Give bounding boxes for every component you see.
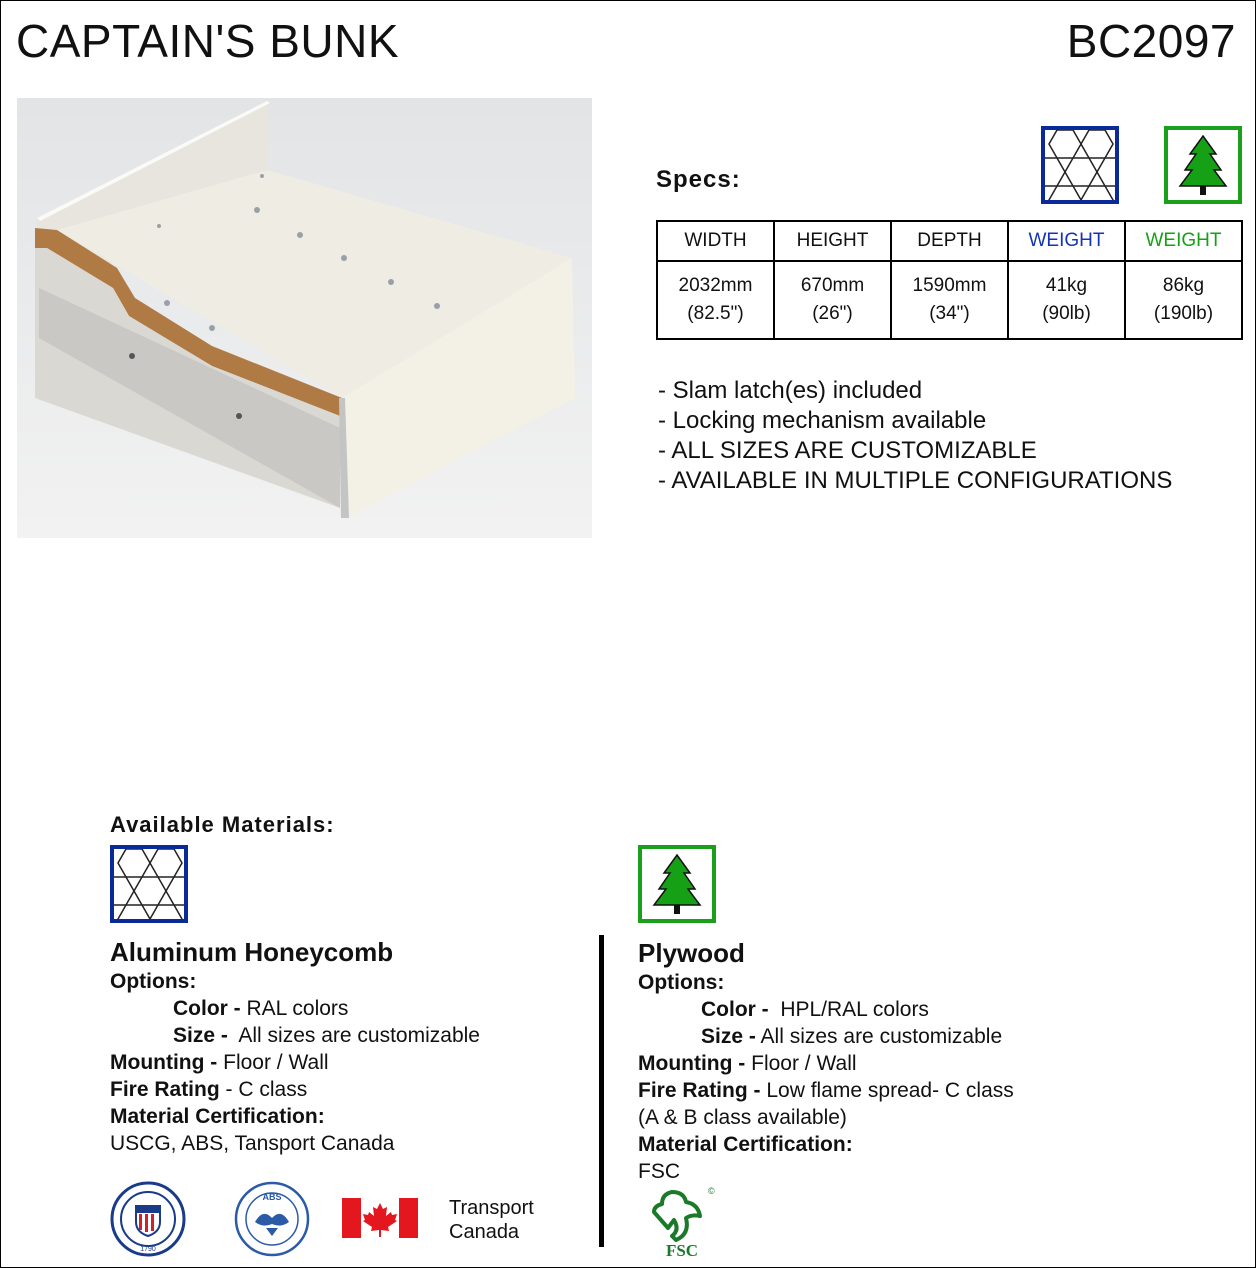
feature-item: - Locking mechanism available bbox=[658, 407, 987, 434]
abs-seal-icon bbox=[233, 1180, 311, 1258]
spec-height-mm: 670mm bbox=[800, 275, 865, 296]
certification-value: FSC bbox=[638, 1160, 680, 1183]
spec-weight-honeycomb-kg: 41kg bbox=[1045, 275, 1088, 296]
spec-depth-in: (34") bbox=[929, 303, 970, 324]
spec-width-in: (82.5") bbox=[687, 303, 744, 324]
fsc-label: FSC bbox=[665, 1241, 699, 1260]
spec-width-label: WIDTH bbox=[657, 221, 774, 261]
tree-icon bbox=[1164, 126, 1242, 204]
product-code: BC2097 bbox=[1066, 15, 1236, 67]
size-label: Size - bbox=[701, 1025, 756, 1048]
product-photo bbox=[17, 98, 592, 538]
fire-rating-value: - C class bbox=[219, 1078, 308, 1101]
feature-list bbox=[658, 376, 1172, 496]
honeycomb-icon bbox=[110, 845, 188, 923]
size-value: All sizes are customizable bbox=[755, 1025, 1003, 1048]
plywood-material bbox=[638, 937, 1014, 1185]
spec-depth-label: DEPTH bbox=[891, 221, 1008, 261]
size-value: All sizes are customizable bbox=[227, 1024, 480, 1047]
abs-label: ABS bbox=[262, 1192, 282, 1202]
spec-height-in: (26") bbox=[812, 303, 853, 324]
spec-width-value bbox=[657, 261, 774, 339]
spec-weight-honeycomb-value bbox=[1008, 261, 1125, 339]
spec-weight-plywood-value bbox=[1125, 261, 1242, 339]
fsc-logo-icon bbox=[646, 1182, 718, 1260]
color-value: HPL/RAL colors bbox=[768, 998, 929, 1021]
color-label: Color - bbox=[701, 998, 769, 1021]
spec-weight-plywood-lb: (190lb) bbox=[1153, 303, 1214, 324]
tree-icon bbox=[638, 845, 716, 923]
column-divider bbox=[599, 935, 604, 1247]
mounting-value: Floor / Wall bbox=[217, 1051, 329, 1074]
size-label: Size - bbox=[173, 1024, 228, 1047]
materials-heading: Available Materials: bbox=[110, 812, 335, 837]
spec-weight-honeycomb-lb: (90lb) bbox=[1042, 303, 1091, 324]
mounting-label: Mounting - bbox=[110, 1051, 218, 1074]
spec-depth-mm: 1590mm bbox=[912, 275, 987, 296]
color-label: Color - bbox=[173, 997, 241, 1020]
certification-label: Material Certification: bbox=[110, 1105, 325, 1128]
honeycomb-icon bbox=[1041, 126, 1119, 204]
material-name: Aluminum Honeycomb bbox=[110, 937, 394, 967]
spec-width-mm: 2032mm bbox=[678, 275, 753, 296]
certification-value: USCG, ABS, Tansport Canada bbox=[110, 1132, 395, 1155]
feature-item: - Slam latch(es) included bbox=[658, 377, 923, 404]
transport-canada-wordmark bbox=[449, 1196, 534, 1244]
page-title: CAPTAIN'S BUNK bbox=[16, 15, 399, 67]
material-name: Plywood bbox=[638, 938, 745, 968]
options-label: Options: bbox=[110, 970, 197, 993]
feature-item: - AVAILABLE IN MULTIPLE CONFIGURATIONS bbox=[658, 467, 1173, 494]
uscg-seal-icon bbox=[106, 1180, 190, 1258]
certification-label: Material Certification: bbox=[638, 1133, 853, 1156]
feature-item: - ALL SIZES ARE CUSTOMIZABLE bbox=[658, 437, 1037, 464]
aluminum-material bbox=[110, 936, 480, 1157]
spec-height-value bbox=[774, 261, 891, 339]
specs-heading: Specs: bbox=[656, 166, 741, 193]
transport-canada-line1: Transport bbox=[449, 1197, 534, 1219]
fire-rating-label: Fire Rating - bbox=[638, 1079, 761, 1102]
fire-rating-extra: (A & B class available) bbox=[638, 1106, 847, 1129]
fire-rating-label: Fire Rating bbox=[110, 1078, 220, 1101]
options-label: Options: bbox=[638, 971, 725, 994]
pine-tree bbox=[642, 849, 712, 919]
mounting-value: Floor / Wall bbox=[745, 1052, 857, 1075]
specs-table bbox=[656, 220, 1243, 340]
spec-weight-plywood-kg: 86kg bbox=[1162, 275, 1205, 296]
fire-rating-value: Low flame spread- C class bbox=[760, 1079, 1014, 1102]
specs-value-row bbox=[657, 261, 1242, 339]
transport-canada-line2: Canada bbox=[449, 1221, 520, 1243]
spec-weight-plywood-label: WEIGHT bbox=[1125, 221, 1242, 261]
bunk-illustration bbox=[17, 98, 592, 538]
spec-height-label: HEIGHT bbox=[774, 221, 891, 261]
mounting-label: Mounting - bbox=[638, 1052, 746, 1075]
canada-flag-icon bbox=[342, 1198, 418, 1238]
color-value: RAL colors bbox=[240, 997, 349, 1020]
fsc-trademark: © bbox=[708, 1186, 715, 1196]
spec-depth-value bbox=[891, 261, 1008, 339]
honeycomb-pattern bbox=[1045, 130, 1115, 200]
spec-weight-honeycomb-label: WEIGHT bbox=[1008, 221, 1125, 261]
uscg-year: 1790 bbox=[140, 1246, 156, 1253]
pine-tree bbox=[1168, 130, 1238, 200]
honeycomb-pattern bbox=[114, 849, 184, 919]
specs-header-row bbox=[657, 221, 1242, 261]
